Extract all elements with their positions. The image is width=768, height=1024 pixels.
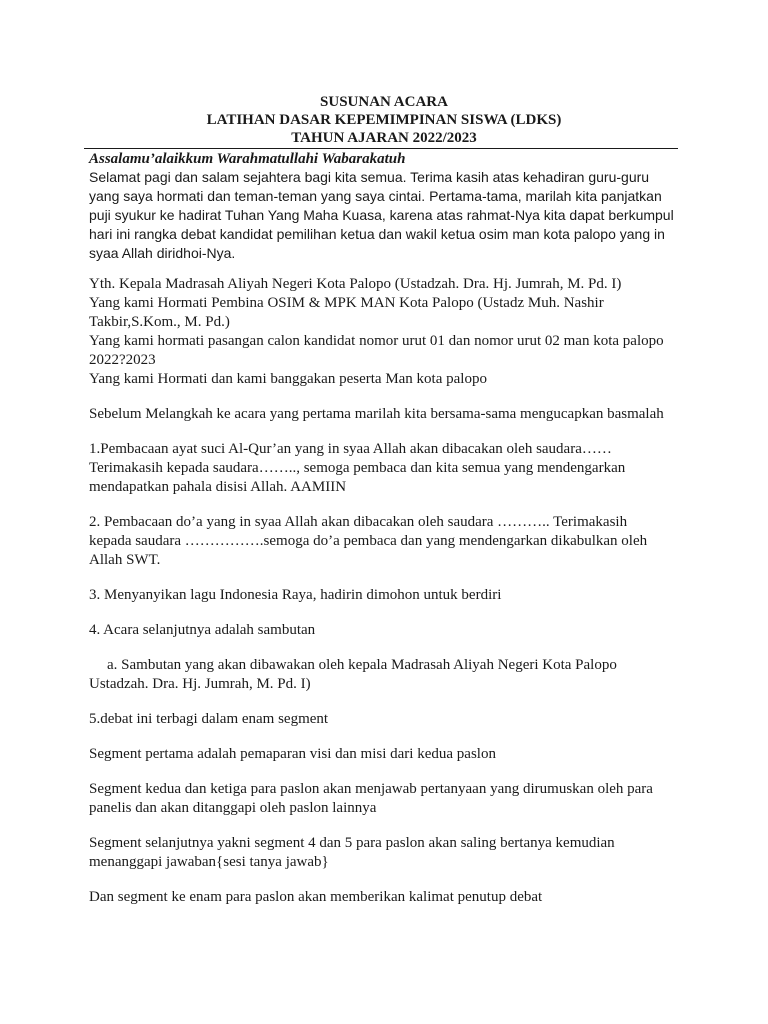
salutations-paragraph [89, 275, 679, 389]
intro-line: yang saya hormati dan teman-teman yang saya cintai. Pertama-tama, marilah kita panjatkan [89, 188, 662, 204]
greeting: Assalamu’alaikkum Warahmatullahi Wabarakatuh [89, 151, 406, 167]
salutation-line: Yang kami hormati pasangan calon kandidat nomor urut 01 dan nomor urut 02 man kota palopo [89, 333, 664, 349]
basmalah-line: Sebelum Melangkah ke acara yang pertama marilah kita bersama-sama mengucapkan basmalah [89, 406, 664, 422]
agenda-line: 5.debat ini terbagi dalam enam segment [89, 711, 329, 727]
agenda-line: mendapatkan pahala disisi Allah. AAMIIN [89, 479, 347, 495]
agenda-line: 1.Pembacaan ayat suci Al-Qur’an yang in syaa Allah akan dibacakan oleh saudara…… [89, 441, 612, 457]
agenda-item-5 [89, 710, 679, 729]
agenda-line: Terimakasih kepada saudara…….., semoga pembaca dan kita semua yang mendengarkan [89, 460, 626, 476]
segment-line: Dan segment ke enam para paslon akan memberikan kalimat penutup debat [89, 889, 543, 905]
segment-line: panelis dan akan ditanggapi oleh paslon lainnya [89, 800, 377, 816]
segment-1 [89, 745, 679, 764]
segment-line: Segment selanjutnya yakni segment 4 dan 5 para paslon akan saling bertanya kemudian [89, 835, 615, 851]
basmalah-paragraph [89, 405, 679, 424]
salutation-line: Yang kami Hormati dan kami banggakan peserta Man kota palopo [89, 371, 487, 387]
intro-line: syaa Allah diridhoi-Nya. [89, 245, 236, 261]
salutation-line: Yth. Kepala Madrasah Aliyah Negeri Kota Palopo (Ustadzah. Dra. Hj. Jumrah, M. Pd. I) [89, 276, 622, 292]
intro-line: Selamat pagi dan salam sejahtera bagi kita semua. Terima kasih atas kehadiran guru-guru [89, 169, 650, 185]
agenda-line: 3. Menyanyikan lagu Indonesia Raya, hadirin dimohon untuk berdiri [89, 587, 502, 603]
agenda-line: a. Sambutan yang akan dibawakan oleh kepala Madrasah Aliyah Negeri Kota Palopo [107, 657, 617, 673]
agenda-line: 4. Acara selanjutnya adalah sambutan [89, 622, 316, 638]
salutation-line: Yang kami Hormati Pembina OSIM & MPK MAN Kota Palopo (Ustadz Muh. Nashir [89, 295, 604, 311]
agenda-item-3 [89, 586, 679, 605]
header-title: SUSUNAN ACARA [320, 94, 448, 110]
segment-line: Segment pertama adalah pemaparan visi dan misi dari kedua paslon [89, 746, 496, 762]
header-year: TAHUN AJARAN 2022/2023 [291, 130, 477, 146]
agenda-item-4 [89, 621, 679, 640]
segment-6 [89, 888, 679, 907]
segment-4-5 [89, 834, 679, 872]
salutation-line: Takbir,S.Kom., M. Pd.) [89, 314, 230, 330]
segment-line: Segment kedua dan ketiga para paslon akan menjawab pertanyaan yang dirumuskan oleh para [89, 781, 653, 797]
segment-line: menanggapi jawaban{sesi tanya jawab} [89, 854, 329, 870]
agenda-item-2 [89, 513, 679, 570]
agenda-item-4a [89, 656, 679, 694]
document-header [0, 93, 768, 147]
header-subtitle: LATIHAN DASAR KEPEMIMPINAN SISWA (LDKS) [206, 112, 562, 128]
intro-paragraph [89, 168, 679, 263]
agenda-item-1 [89, 440, 679, 497]
agenda-line: Allah SWT. [89, 552, 161, 568]
intro-line: hari ini rangka debat kandidat pemilihan ketua dan wakil ketua osim man kota palopo yang in [89, 226, 665, 242]
agenda-line: 2. Pembacaan do’a yang in syaa Allah akan dibacakan oleh saudara ……….. Terimakasih [89, 514, 628, 530]
agenda-line: kepada saudara …………….semoga do’a pembaca dan yang mendengarkan dikabulkan oleh [89, 533, 648, 549]
header-divider [84, 148, 678, 149]
document-body [89, 150, 679, 907]
intro-line: puji syukur ke hadirat Tuhan Yang Maha Kuasa, karena atas rahmat-Nya kita dapat berkumpul [89, 207, 674, 223]
segment-2-3 [89, 780, 679, 818]
agenda-line: Ustadzah. Dra. Hj. Jumrah, M. Pd. I) [89, 676, 311, 692]
salutation-line: 2022?2023 [89, 352, 156, 368]
